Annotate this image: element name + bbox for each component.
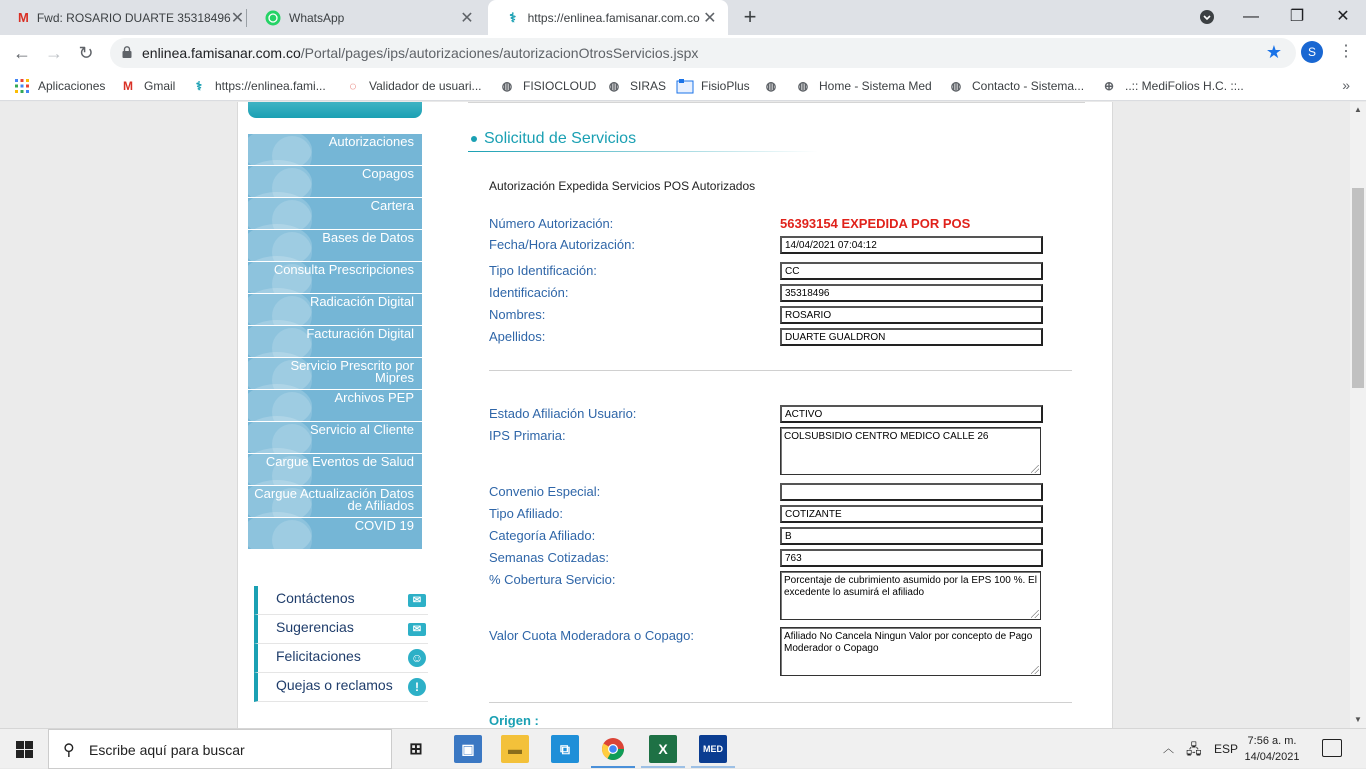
label-estado-afiliacion: Estado Afiliación Usuario: bbox=[489, 406, 637, 421]
contact-link-quejas[interactable] bbox=[254, 673, 428, 702]
famisanar-icon: ⚕ bbox=[195, 79, 203, 93]
scroll-down-icon[interactable]: ▼ bbox=[1354, 715, 1362, 724]
tab-famisanar[interactable] bbox=[488, 0, 728, 35]
tab-strip bbox=[0, 0, 1366, 35]
sidebar-item-label: Archivos PEP bbox=[334, 390, 414, 405]
bookmark-siras[interactable] bbox=[606, 76, 666, 96]
label-semanas-cotizadas: Semanas Cotizadas: bbox=[489, 550, 609, 565]
nombres-field[interactable]: ROSARIO bbox=[780, 306, 1043, 324]
chrome-icon[interactable] bbox=[599, 735, 627, 763]
section-title-text: Solicitud de Servicios bbox=[484, 130, 637, 147]
close-window-button[interactable]: ✕ bbox=[1336, 8, 1350, 25]
spinner-icon: ◌ bbox=[349, 79, 357, 93]
sidebar-item-label: Bases de Datos bbox=[322, 230, 414, 245]
bookmark-home-sistema-med[interactable] bbox=[795, 76, 932, 96]
contact-link-sugerencias[interactable] bbox=[254, 615, 428, 644]
label-categoria-afiliado: Categoría Afiliado: bbox=[489, 528, 596, 543]
label-convenio-especial: Convenio Especial: bbox=[489, 484, 601, 499]
tab-search-icon[interactable] bbox=[1184, 0, 1230, 35]
section-underline bbox=[468, 151, 818, 152]
lock-icon[interactable] bbox=[122, 46, 132, 58]
address-bar[interactable] bbox=[110, 38, 1296, 68]
bookmark-label: Gmail bbox=[144, 79, 176, 93]
sidebar-item-label: Cartera bbox=[370, 198, 414, 213]
form-subtitle: Autorización Expedida Servicios POS Autorizados bbox=[489, 179, 756, 193]
bookmark-label: Contacto - Sistema... bbox=[972, 79, 1085, 93]
remote-desktop-icon[interactable]: ⧉ bbox=[551, 735, 579, 763]
url-host: enlinea.famisanar.com.co bbox=[142, 45, 301, 61]
windows-start-button[interactable] bbox=[0, 729, 48, 769]
smiley-icon: ☺ bbox=[408, 649, 426, 667]
sidebar-menu bbox=[248, 134, 422, 550]
valor-cuota-textarea[interactable] bbox=[780, 627, 1041, 676]
reload-button[interactable]: ↻ bbox=[78, 43, 94, 63]
resize-grip-icon[interactable] bbox=[1031, 666, 1039, 674]
sidebar-item-label: Radicación Digital bbox=[309, 294, 414, 309]
bookmark-label: Validador de usuari... bbox=[369, 79, 482, 93]
restore-button[interactable]: ❐ bbox=[1289, 8, 1305, 25]
semanas-cotizadas-field[interactable]: 763 bbox=[780, 549, 1043, 567]
section-title bbox=[471, 130, 636, 148]
envelope-icon: ✉ bbox=[408, 594, 426, 607]
contact-label: Contáctenos bbox=[276, 590, 355, 606]
sidebar-item-label: Servicio al Cliente bbox=[309, 422, 414, 437]
globe-icon: ◍ bbox=[608, 79, 620, 93]
bullet-icon bbox=[471, 136, 477, 142]
sidebar-item-label: Servicio Prescrito por Mipres bbox=[290, 358, 414, 385]
sidebar-item-label: Facturación Digital bbox=[306, 326, 414, 341]
gmail-icon: M bbox=[123, 79, 133, 93]
menu-icon[interactable]: ⋮ bbox=[1338, 43, 1354, 60]
url-text bbox=[142, 45, 698, 61]
globe-icon: ◍ bbox=[797, 79, 809, 93]
close-icon[interactable]: ✕ bbox=[703, 9, 717, 27]
more-bookmarks-icon[interactable]: » bbox=[1342, 77, 1350, 93]
globe-icon: ◍ bbox=[950, 79, 962, 93]
task-view-icon[interactable]: ⊞ bbox=[409, 741, 423, 758]
sidebar-header bbox=[248, 102, 422, 118]
contact-label: Quejas o reclamos bbox=[276, 677, 393, 693]
globe-icon: ◍ bbox=[501, 79, 513, 93]
resize-grip-icon[interactable] bbox=[1031, 465, 1039, 473]
close-icon[interactable]: ✕ bbox=[460, 9, 474, 27]
famisanar-icon: ⚕ bbox=[509, 9, 517, 25]
language-indicator[interactable]: ESP bbox=[1214, 742, 1239, 756]
network-icon[interactable]: 🖧 bbox=[1186, 741, 1202, 757]
ips-primaria-textarea[interactable] bbox=[780, 427, 1041, 475]
url-path: /Portal/pages/ips/autorizaciones/autorizacionOtrosServicios.jspx bbox=[300, 45, 699, 61]
label-identificacion: Identificación: bbox=[489, 285, 569, 300]
active-app-indicator bbox=[591, 766, 635, 768]
label-cobertura-servicio: % Cobertura Servicio: bbox=[489, 572, 616, 587]
bookmark-label: FISIOCLOUD bbox=[523, 79, 597, 93]
bookmark-fisiocloud[interactable] bbox=[499, 76, 596, 96]
profile-avatar[interactable]: S bbox=[1301, 41, 1323, 63]
tab-title: https://enlinea.famisanar.com.co bbox=[527, 10, 700, 25]
sidebar-item-label: Consulta Prescripciones bbox=[273, 262, 414, 277]
label-tipo-afiliado: Tipo Afiliado: bbox=[489, 506, 563, 521]
divider bbox=[489, 702, 1072, 703]
minimize-button[interactable]: — bbox=[1243, 8, 1259, 25]
page-viewport bbox=[0, 102, 1350, 728]
sidebar-item-label: Autorizaciones bbox=[328, 134, 414, 149]
active-app-indicator bbox=[641, 766, 685, 768]
vertical-scrollbar[interactable] bbox=[1350, 102, 1366, 728]
clock-date: 14/04/2021 bbox=[1244, 751, 1300, 763]
tab-title: WhatsApp bbox=[289, 10, 345, 25]
search-placeholder: Escribe aquí para buscar bbox=[89, 742, 245, 758]
cobertura-servicio-value: Porcentaje de cubrimiento asumido por la EPS 100 %. El excedente lo asumirá el afiliado bbox=[784, 575, 1037, 598]
bookmark-label: https://enlinea.fami... bbox=[215, 79, 326, 93]
active-app-indicator bbox=[691, 766, 735, 768]
categoria-afiliado-field[interactable]: B bbox=[780, 527, 1043, 545]
bookmark-label: Home - Sistema Med bbox=[819, 79, 932, 93]
label-numero-autorizacion: Número Autorización: bbox=[489, 216, 614, 231]
notifications-icon[interactable] bbox=[1322, 739, 1342, 757]
new-tab-button[interactable]: + bbox=[743, 4, 757, 29]
label-ips-primaria: IPS Primaria: bbox=[489, 428, 566, 443]
exclamation-icon: ! bbox=[408, 678, 426, 696]
gmail-icon: M bbox=[18, 10, 29, 25]
tab-whatsapp[interactable] bbox=[247, 0, 487, 35]
taskbar-search-box[interactable] bbox=[48, 729, 392, 769]
close-icon[interactable]: ✕ bbox=[230, 9, 245, 27]
bookmark-famisanar[interactable] bbox=[191, 76, 326, 96]
windows-taskbar bbox=[0, 728, 1366, 768]
scroll-up-icon[interactable]: ▲ bbox=[1354, 105, 1362, 114]
bookmark-gmail[interactable] bbox=[120, 76, 175, 96]
bookmark-validador[interactable] bbox=[345, 76, 482, 96]
medifolios-icon: ⊕ bbox=[1103, 79, 1115, 93]
search-icon: ⚲ bbox=[63, 742, 75, 759]
network-computer-icon[interactable]: ▣ bbox=[454, 735, 482, 763]
valor-cuota-value: Afiliado No Cancela Ningun Valor por concepto de Pago Moderador o Copago bbox=[784, 631, 1033, 654]
fisioplus-icon bbox=[677, 78, 693, 94]
browser-toolbar bbox=[0, 35, 1366, 71]
page-container bbox=[237, 102, 1113, 728]
label-nombres: Nombres: bbox=[489, 307, 546, 322]
resize-grip-icon[interactable] bbox=[1031, 610, 1039, 618]
label-valor-cuota: Valor Cuota Moderadora o Copago: bbox=[489, 628, 694, 643]
tray-chevron-icon[interactable]: ︿ bbox=[1163, 743, 1174, 755]
contact-links bbox=[254, 586, 428, 702]
taskbar-clock[interactable] bbox=[1236, 733, 1308, 765]
bookmark-label: Aplicaciones bbox=[38, 79, 106, 93]
bookmark-label: SIRAS bbox=[630, 79, 667, 93]
divider bbox=[489, 370, 1072, 371]
label-tipo-identificacion: Tipo Identificación: bbox=[489, 263, 597, 278]
tipo-afiliado-field[interactable]: COTIZANTE bbox=[780, 505, 1043, 523]
origen-heading: Origen : bbox=[489, 713, 539, 728]
globe-icon: ◍ bbox=[765, 79, 777, 93]
bookmark-fisioplus[interactable] bbox=[677, 76, 750, 96]
divider bbox=[468, 102, 1085, 103]
clock-time: 7:56 a. m. bbox=[1247, 735, 1297, 747]
tipo-identificacion-field[interactable]: CC bbox=[780, 262, 1043, 280]
bookmark-label: FisioPlus bbox=[701, 79, 750, 93]
sidebar-item-covid-19[interactable] bbox=[248, 518, 422, 550]
whatsapp-icon bbox=[265, 10, 281, 26]
bookmark-medifolios[interactable] bbox=[1101, 76, 1244, 96]
apellidos-field[interactable]: DUARTE GUALDRON bbox=[780, 328, 1043, 346]
file-explorer-icon[interactable]: ▬ bbox=[501, 735, 529, 763]
forward-button[interactable]: → bbox=[45, 43, 63, 63]
numero-autorizacion-value: 56393154 EXPEDIDA POR POS bbox=[780, 216, 971, 231]
contact-label: Sugerencias bbox=[276, 619, 354, 635]
cobertura-servicio-textarea[interactable] bbox=[780, 571, 1041, 620]
open-envelope-icon: ✉ bbox=[408, 623, 426, 636]
label-apellidos: Apellidos: bbox=[489, 329, 546, 344]
sidebar-item-label: Cargue Eventos de Salud bbox=[265, 454, 414, 469]
ips-primaria-value: COLSUBSIDIO CENTRO MEDICO CALLE 26 bbox=[784, 431, 989, 442]
bookmark-apps[interactable] bbox=[14, 76, 105, 96]
medical-app-icon[interactable]: MED bbox=[699, 735, 727, 763]
estado-afiliacion-field[interactable]: ACTIVO bbox=[780, 405, 1043, 423]
identificacion-field[interactable]: 35318496 bbox=[780, 284, 1043, 302]
bookmark-globe[interactable] bbox=[763, 76, 787, 96]
scrollbar-thumb[interactable] bbox=[1352, 188, 1364, 388]
label-fecha-hora: Fecha/Hora Autorización: bbox=[489, 237, 635, 252]
sidebar-item-label: Copagos bbox=[361, 166, 414, 181]
sidebar-item-label: COVID 19 bbox=[354, 518, 414, 533]
contact-link-contactenos[interactable] bbox=[254, 586, 428, 615]
tab-title: Fwd: ROSARIO DUARTE 35318496 bbox=[36, 10, 231, 25]
fecha-hora-field[interactable]: 14/04/2021 07:04:12 bbox=[780, 236, 1043, 254]
tab-gmail[interactable] bbox=[0, 0, 246, 35]
bookmarks-bar bbox=[0, 71, 1366, 101]
bookmark-contacto-sistema[interactable] bbox=[948, 76, 1084, 96]
sidebar-item-label: Cargue Actualización Datos de Afiliados bbox=[254, 486, 414, 513]
excel-icon[interactable]: X bbox=[649, 735, 677, 763]
apps-grid-icon bbox=[14, 78, 30, 94]
contact-link-felicitaciones[interactable] bbox=[254, 644, 428, 673]
back-button[interactable]: ← bbox=[13, 43, 31, 63]
bookmark-star-icon[interactable]: ★ bbox=[1265, 42, 1282, 62]
contact-label: Felicitaciones bbox=[276, 648, 361, 664]
bookmark-label: ..:: MediFolios H.C. ::.. bbox=[1125, 79, 1244, 93]
convenio-especial-field[interactable] bbox=[780, 483, 1043, 501]
